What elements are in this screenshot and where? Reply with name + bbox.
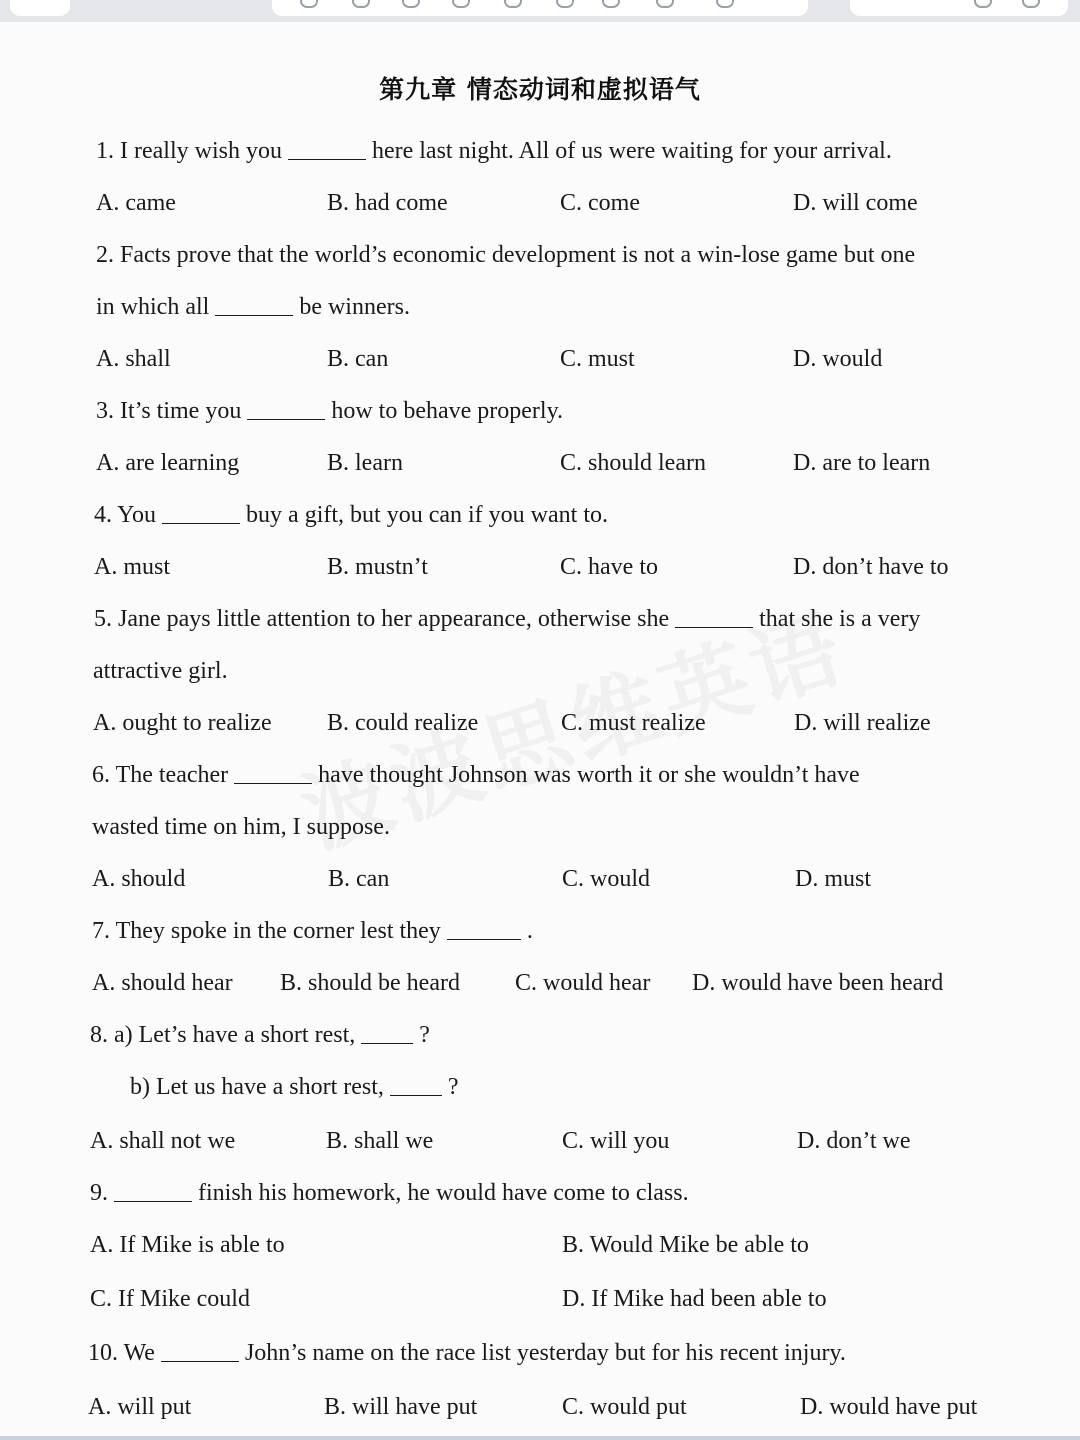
option-2d[interactable]: D. would <box>793 346 883 372</box>
highlighter-icon[interactable] <box>402 0 420 8</box>
option-9c[interactable]: C. If Mike could <box>90 1286 250 1312</box>
question-7: 7. They spoke in the corner lest they . <box>92 918 533 944</box>
option-9d[interactable]: D. If Mike had been able to <box>562 1286 827 1312</box>
option-8c[interactable]: C. will you <box>562 1128 670 1154</box>
answer-blank <box>162 501 240 524</box>
answer-blank <box>114 1179 192 1202</box>
toolbar-center-panel[interactable] <box>272 0 808 16</box>
option-6a[interactable]: A. should <box>92 866 186 892</box>
option-5a[interactable]: A. ought to realize <box>93 710 272 736</box>
pen-icon[interactable] <box>352 0 370 8</box>
option-8a[interactable]: A. shall not we <box>90 1128 236 1154</box>
option-9b[interactable]: B. Would Mike be able to <box>562 1232 809 1258</box>
answer-blank <box>447 917 521 940</box>
question-3: 3. It’s time you how to behave properly. <box>96 398 564 424</box>
question-8b: b) Let us have a short rest, ? <box>130 1074 459 1100</box>
option-7d[interactable]: D. would have been heard <box>692 970 944 996</box>
option-10a[interactable]: A. will put <box>88 1394 192 1420</box>
answer-blank <box>390 1073 442 1096</box>
toolbar-left-panel[interactable] <box>10 0 70 16</box>
option-7a[interactable]: A. should hear <box>92 970 233 996</box>
option-7c[interactable]: C. would hear <box>515 970 651 996</box>
option-1b[interactable]: B. had come <box>327 190 448 216</box>
option-3a[interactable]: A. are learning <box>96 450 240 476</box>
option-3d[interactable]: D. are to learn <box>793 450 931 476</box>
option-4c[interactable]: C. have to <box>560 554 658 580</box>
shape-icon[interactable] <box>556 0 574 8</box>
option-10d[interactable]: D. would have put <box>800 1394 978 1420</box>
top-toolbar <box>0 0 1080 23</box>
answer-blank <box>288 137 366 160</box>
option-1d[interactable]: D. will come <box>793 190 918 216</box>
option-6c[interactable]: C. would <box>562 866 651 892</box>
question-5-cont: attractive girl. <box>93 658 228 684</box>
share-icon[interactable] <box>1022 0 1040 8</box>
option-2c[interactable]: C. must <box>560 346 635 372</box>
option-8b[interactable]: B. shall we <box>326 1128 434 1154</box>
option-4a[interactable]: A. must <box>94 554 171 580</box>
toolbar-right-panel[interactable] <box>850 0 1068 16</box>
question-2-cont: in which all be winners. <box>96 294 410 320</box>
option-6b[interactable]: B. can <box>328 866 390 892</box>
image-icon[interactable] <box>602 0 620 8</box>
question-6-cont: wasted time on him, I suppose. <box>92 814 390 840</box>
question-4: 4. You buy a gift, but you can if you want to. <box>94 502 608 528</box>
option-6d[interactable]: D. must <box>795 866 872 892</box>
search-icon[interactable] <box>974 0 992 8</box>
page-title: 第九章 情态动词和虚拟语气 <box>379 75 701 104</box>
answer-blank <box>361 1021 413 1044</box>
option-4b[interactable]: B. mustn’t <box>327 554 428 580</box>
option-10c[interactable]: C. would put <box>562 1394 687 1420</box>
option-9a[interactable]: A. If Mike is able to <box>90 1232 285 1258</box>
option-3c[interactable]: C. should learn <box>560 450 706 476</box>
question-6: 6. The teacher have thought Johnson was worth it or she wouldn’t have <box>92 762 860 788</box>
clock-icon[interactable] <box>716 0 734 8</box>
answer-blank <box>234 761 312 784</box>
answer-blank <box>215 293 293 316</box>
option-8d[interactable]: D. don’t we <box>797 1128 911 1154</box>
bottom-edge <box>0 1436 1080 1440</box>
option-5b[interactable]: B. could realize <box>327 710 479 736</box>
option-5d[interactable]: D. will realize <box>794 710 931 736</box>
option-7b[interactable]: B. should be heard <box>280 970 460 996</box>
answer-blank <box>247 397 325 420</box>
text-icon[interactable] <box>656 0 674 8</box>
option-1c[interactable]: C. come <box>560 190 640 216</box>
option-2a[interactable]: A. shall <box>96 346 171 372</box>
question-10: 10. We John’s name on the race list yesterday but for his recent injury. <box>88 1340 846 1366</box>
option-10b[interactable]: B. will have put <box>324 1394 478 1420</box>
option-2b[interactable]: B. can <box>327 346 389 372</box>
question-1: 1. I really wish you here last night. All of us were waiting for your arrival. <box>96 138 892 164</box>
question-5: 5. Jane pays little attention to her appearance, otherwise she that she is a very <box>94 606 921 632</box>
eraser-icon[interactable] <box>452 0 470 8</box>
option-1a[interactable]: A. came <box>96 190 176 216</box>
option-3b[interactable]: B. learn <box>327 450 403 476</box>
answer-blank <box>675 605 753 628</box>
question-9: 9. finish his homework, he would have come to class. <box>90 1180 689 1206</box>
option-4d[interactable]: D. don’t have to <box>793 554 949 580</box>
answer-blank <box>161 1339 239 1362</box>
question-8a: 8. a) Let’s have a short rest, ? <box>90 1022 430 1048</box>
option-5c[interactable]: C. must realize <box>561 710 706 736</box>
lasso-icon[interactable] <box>504 0 522 8</box>
undo-icon[interactable] <box>300 0 318 8</box>
document-page <box>0 22 1080 1440</box>
question-2: 2. Facts prove that the world’s economic development is not a win-lose game but one <box>96 242 916 268</box>
